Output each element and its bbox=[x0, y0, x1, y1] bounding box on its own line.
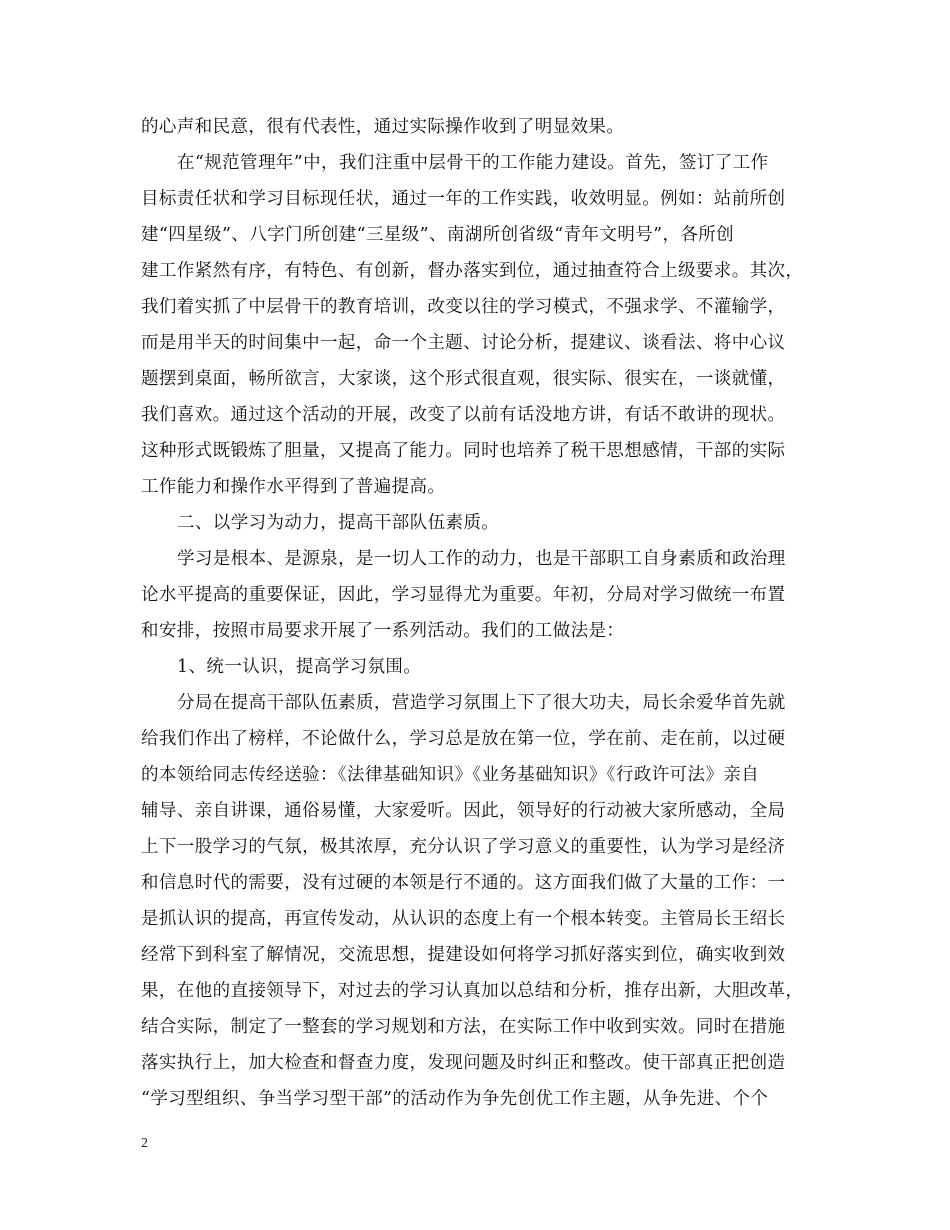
section-heading: 二、以学习为动力，提高干部队伍素质。 bbox=[177, 513, 500, 533]
text-line: 题摆到桌面，畅所欲言，大家谈，这个形式很直观，很实际、很实在，一谈就懂， bbox=[141, 369, 786, 389]
text-line: 而是用半天的时间集中一起，命一个主题、讨论分析，提建议、谈看法、将中心议 bbox=[141, 333, 786, 353]
text-line: 论水平提高的重要保证，因此，学习显得尤为重要。年初，分局对学习做统一布置 bbox=[141, 585, 786, 605]
text-line: 目标责任状和学习目标现任状，通过一年的工作实践，收效明显。例如：站前所创 bbox=[141, 189, 786, 209]
text-line: 上下一股学习的气氛，极其浓厚，充分认识了学习意义的重要性，认为学习是经济 bbox=[141, 837, 786, 857]
text-line: 建工作紧然有序，有特色、有创新，督办落实到位，通过抽查符合上级要求。其次， bbox=[141, 261, 804, 281]
text-line: “学习型组织、争当学习型干部”的活动作为争先创优工作主题，从争先进、个个 bbox=[141, 1089, 769, 1109]
text-line: 我们喜欢。通过这个活动的开展，改变了以前有话没地方讲，有话不敢讲的现状。 bbox=[141, 405, 786, 425]
text-line: 落实执行上，加大检查和督查力度，发现问题及时纠正和整改。使干部真正把创造 bbox=[141, 1053, 786, 1073]
text-line: 结合实际，制定了一整套的学习规划和方法，在实际工作中收到实效。同时在措施 bbox=[141, 1017, 786, 1037]
text-line: 是抓认识的提高，再宣传发动，从认识的态度上有一个根本转变。主管局长王绍长 bbox=[141, 909, 786, 929]
text-line: 的本领给同志传经送验：《法律基础知识》《业务基础知识》《行政许可法》亲自 bbox=[141, 765, 760, 785]
text-line: 建“四星级”、八字门所创建“三星级”、南湖所创省级“青年文明号”，各所创 bbox=[141, 225, 735, 245]
text-line: 这种形式既锻炼了胆量，又提高了能力。同时也培养了税干思想感情，干部的实际 bbox=[141, 441, 786, 461]
text-line: 的心声和民意，很有代表性，通过实际操作收到了明显效果。 bbox=[141, 117, 625, 137]
text-line: 给我们作出了榜样，不论做什么，学习总是放在第一位，学在前、走在前，以过硬 bbox=[141, 729, 786, 749]
subsection-heading: 1、统一认识，提高学习氛围。 bbox=[177, 657, 422, 677]
text-line: 分局在提高干部队伍素质，营造学习氛围上下了很大功夫，局长余爱华首先就 bbox=[177, 693, 786, 713]
text-line: 和安排，按照市局要求开展了一系列活动。我们的工做法是： bbox=[141, 621, 625, 641]
text-line: 经常下到科室了解情况，交流思想，提建设如何将学习抓好落实到位，确实收到效 bbox=[141, 945, 786, 965]
text-line: 和信息时代的需要，没有过硬的本领是行不通的。这方面我们做了大量的工作：一 bbox=[141, 873, 786, 893]
page-number: 2 bbox=[141, 1136, 148, 1151]
text-line: 我们着实抓了中层骨干的教育培训，改变以往的学习模式，不强求学、不灌输学， bbox=[141, 297, 786, 317]
text-line: 工作能力和操作水平得到了普遍提高。 bbox=[141, 477, 446, 497]
text-line: 辅导、亲自讲课，通俗易懂，大家爱听。因此，领导好的行动被大家所感动，全局 bbox=[141, 801, 786, 821]
text-line: 在“规范管理年”中，我们注重中层骨干的工作能力建设。首先，签订了工作 bbox=[177, 153, 769, 173]
text-line: 果，在他的直接领导下，对过去的学习认真加以总结和分析，推存出新，大胆改革， bbox=[141, 981, 804, 1001]
text-line: 学习是根本、是源泉，是一切人工作的动力，也是干部职工自身素质和政治理 bbox=[177, 549, 786, 569]
